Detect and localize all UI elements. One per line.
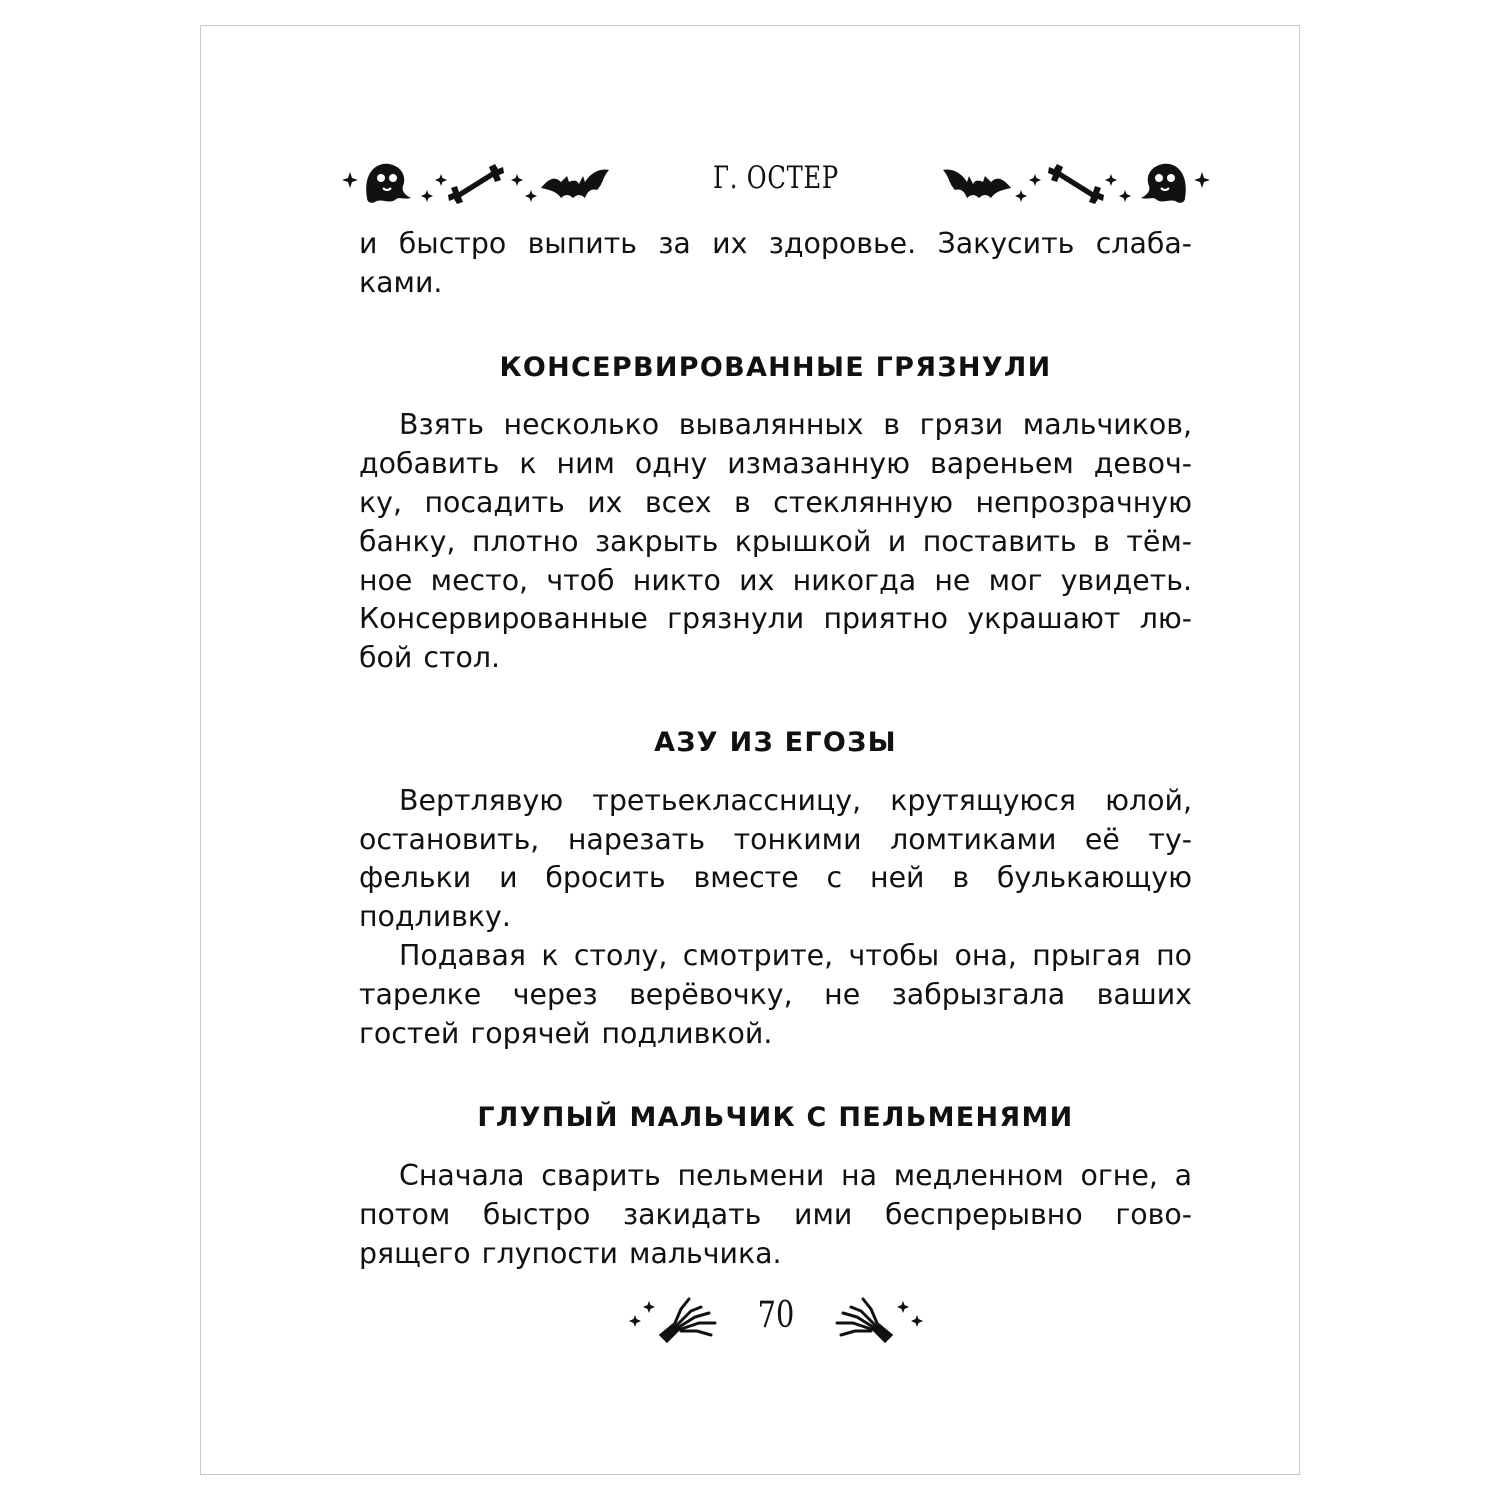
bone-icon — [1048, 164, 1104, 204]
sparkle-icon — [1015, 174, 1041, 202]
text-line: банку, плотно закрыть крышкой и поставить в тём- — [359, 524, 1192, 558]
text-line: Вертлявую третьеклассницу, крутящуюся юлой, — [399, 783, 1192, 817]
paragraph — [359, 406, 1192, 678]
text-line: Консервированные грязнули приятно украшают лю- — [359, 602, 1192, 636]
text-line: ное место, чтоб никто их никогда не мог увидеть. — [359, 563, 1192, 597]
skeleton-hand-icon — [837, 1299, 891, 1341]
page-header — [341, 154, 1211, 214]
page-body — [359, 225, 1192, 1274]
section-heading: АЗУ ИЗ ЕГОЗЫ — [654, 726, 897, 758]
bat-icon — [943, 170, 1011, 199]
section-heading: ГЛУПЫЙ МАЛЬЧИК С ПЕЛЬМЕНЯМИ — [477, 1102, 1074, 1134]
text-line: Взять несколько вывалянных в грязи мальчиков, — [399, 408, 1192, 442]
book-page — [200, 25, 1300, 1475]
text-line: ку, посадить их всех в стеклянную непрозрачную — [359, 485, 1192, 519]
running-head: Г. ОСТЕР — [712, 160, 839, 196]
text-line: бой стол. — [359, 641, 501, 675]
text-line: Сначала сварить пельмени на медленном огне, — [399, 1159, 1158, 1193]
text-line: фельки и бросить вместе с ней в булькающую — [359, 861, 1192, 895]
text-line: гостей горячей подливкой. — [359, 1016, 773, 1050]
text-line: а потом быстро закидать ими беспрерывно гово- — [359, 1159, 1192, 1231]
paragraph — [359, 937, 1192, 1053]
ghost-icon — [366, 164, 411, 203]
sparkle-icon — [1105, 174, 1131, 202]
sparkle-icon — [1194, 172, 1210, 188]
paragraph — [359, 1157, 1192, 1273]
paragraph — [359, 225, 1192, 303]
sparkle-icon — [897, 1301, 923, 1327]
text-line: Подавая к столу, смотрите, чтобы она, прыгая — [399, 938, 1141, 972]
paragraph — [359, 782, 1192, 937]
section-heading: КОНСЕРВИРОВАННЫЕ ГРЯЗНУЛИ — [499, 351, 1052, 383]
header-ornament-right — [941, 154, 1211, 214]
text-line: добавить к ним одну измазанную вареньем девоч- — [359, 447, 1192, 481]
page-number: 70 — [757, 1295, 795, 1336]
ghost-icon — [1141, 164, 1186, 203]
footer-ornament-right — [816, 1289, 931, 1349]
text-line: ками. — [359, 265, 443, 299]
text-line: и быстро выпить за их здоровье. Закусить слаба- — [359, 227, 1192, 260]
sparkle-icon — [342, 172, 358, 188]
text-line: остановить, нарезать тонкими ломтиками её ту- — [359, 822, 1192, 856]
text-line: подливку. — [359, 900, 511, 934]
text-line: рящего глупости мальчика. — [359, 1236, 782, 1270]
text-line: по тарелке через верёвочку, не забрызгала ваших — [359, 938, 1192, 1011]
page-footer — [621, 1289, 931, 1349]
